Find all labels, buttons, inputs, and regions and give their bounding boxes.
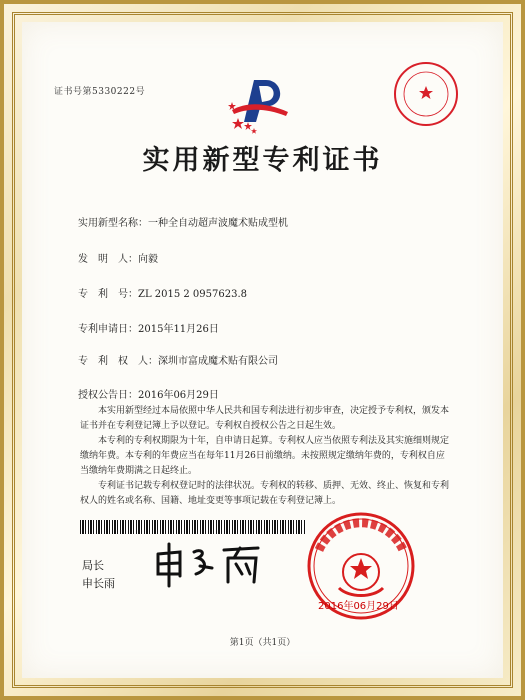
certificate-title: 实用新型专利证书 [142,145,383,176]
field-value: ZL 2015 2 0957623.8 [138,289,248,300]
body-paragraph: 本专利的专利权期限为十年，自申请日起算。专利权人应当依照专利法及其实施细则规定缴纳年费。本专利的年费应当在每年11月26日前缴纳。未按照规定缴纳年费的，专利权自应当缴纳年费期满之日起终止。 [80,436,450,476]
certificate-body [80,404,452,509]
body-paragraph: 专利证书记载专利权登记时的法律状况。专利权的转移、质押、无效、终止、恢复和专利权人的姓名或名称、国籍、地址变更等事项记载在专利登记簿上。 [80,481,450,506]
field-label: 授权公告日： [78,390,138,401]
barcode [80,520,306,534]
field-label: 专 利 号： [78,289,138,300]
seal-date: 2016年06月29日 [318,601,399,612]
company-stamp-icon [392,60,460,128]
director-name: 申长雨 [82,577,115,590]
page-number: 第1页（共1页） [229,638,296,648]
field-value: 2016年06月29日 [138,390,219,401]
field-label: 发 明 人： [78,254,138,265]
field-patentee [78,352,278,367]
director-title: 局长 [82,559,104,572]
body-paragraph: 本实用新型经过本局依照中华人民共和国专利法进行初步审查，决定授予专利权，颁发本证书并在专利登记簿上予以登记。专利权自授权公告之日起生效。 [80,406,450,431]
field-inventor [78,250,158,265]
field-label: 专 利 权 人： [78,356,158,367]
field-value: 向毅 [138,254,158,265]
field-label: 专利申请日： [78,324,138,335]
field-value: 2015年11月26日 [138,324,219,335]
field-grant-date [78,386,219,401]
director-signature-icon [150,540,270,590]
field-value: 深圳市富成魔术贴有限公司 [158,356,278,367]
field-value: 一种全自动超声波魔术贴成型机 [148,218,288,229]
field-utility-model-name [78,214,288,229]
patent-office-logo-icon [226,72,296,134]
field-application-date [78,320,219,335]
certificate-number: 证书号第5330222号 [54,87,146,97]
field-label: 实用新型名称： [78,218,148,229]
field-patent-number [78,285,247,300]
